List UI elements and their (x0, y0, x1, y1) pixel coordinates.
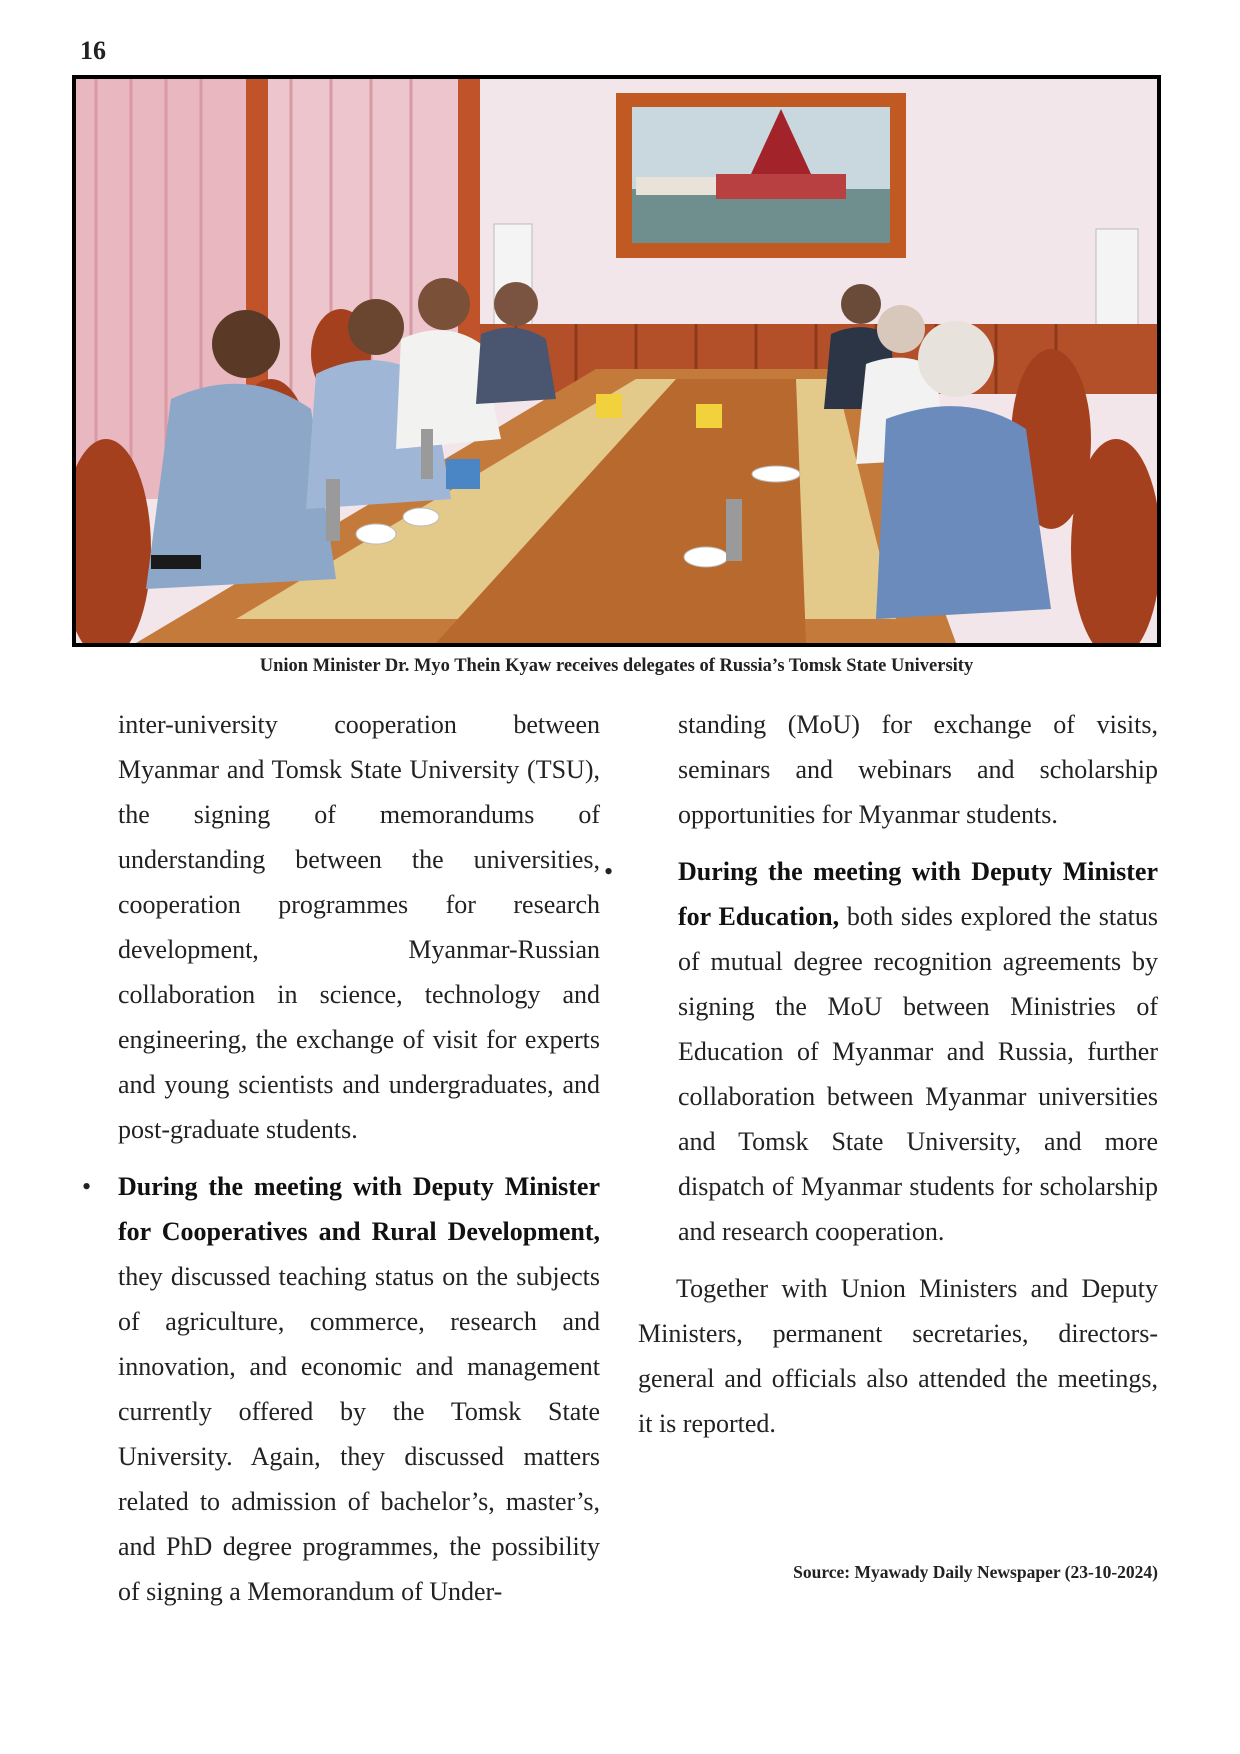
bullet-cooperatives-heading: During the meeting with Deputy Minister for Cooperatives and Rural Development, (118, 1172, 600, 1246)
bullet-cooperatives (82, 1164, 600, 1614)
bullet-cooperatives-text: they discussed teaching status on the subjects of agriculture, commerce, research and innovation, and economic and management currently offered by the Tomsk State University. Again, they discussed matters related to admission of bachelor’s, master’s, and PhD degree programmes, the possibility of signing a Memorandum of Under- (118, 1262, 600, 1606)
bullet-dot-icon: • (82, 1172, 92, 1201)
closing-paragraph: Together with Union Ministers and Deputy Ministers, permanent secretaries, directors-general and officials also attended the meetings, it is reported. (638, 1274, 1158, 1438)
page-number: 16 (80, 36, 106, 65)
source-credit: Source: Myawady Daily Newspaper (23-10-2024) (793, 1562, 1158, 1582)
right-paragraph-continued: standing (MoU) for exchange of visits, seminars and webinars and scholarship opportunities for Myanmar students. (678, 710, 1158, 829)
bullet-education-heading: During the meeting with Deputy Minister for Education, (678, 857, 1158, 931)
meeting-photo (72, 75, 1161, 647)
meeting-photo-illustration (76, 79, 1157, 643)
right-column (604, 702, 1158, 1446)
bullet-education-text: both sides explored the status of mutual degree recognition agreements by signing the MoU between Ministries of Education of Myanmar and Russia, further collaboration between Myanmar universities and Tomsk State University, and more dispatch of Myanmar students for scholarship and research cooperation. (678, 902, 1158, 1246)
bullet-dot-icon: • (604, 857, 614, 886)
left-paragraph: inter-university cooperation between Myanmar and Tomsk State University (TSU), the signing of memorandums of understanding between the universities, cooperation programmes for research development, Myanmar-Russian collaboration in science, technology and engineering, the exchange of visit for experts and young scientists and undergraduates, and post-graduate students. (118, 710, 600, 1144)
bullet-education (604, 849, 1158, 1254)
photo-caption: Union Minister Dr. Myo Thein Kyaw receives delegates of Russia’s Tomsk State University (259, 656, 974, 676)
left-column (82, 702, 600, 1614)
